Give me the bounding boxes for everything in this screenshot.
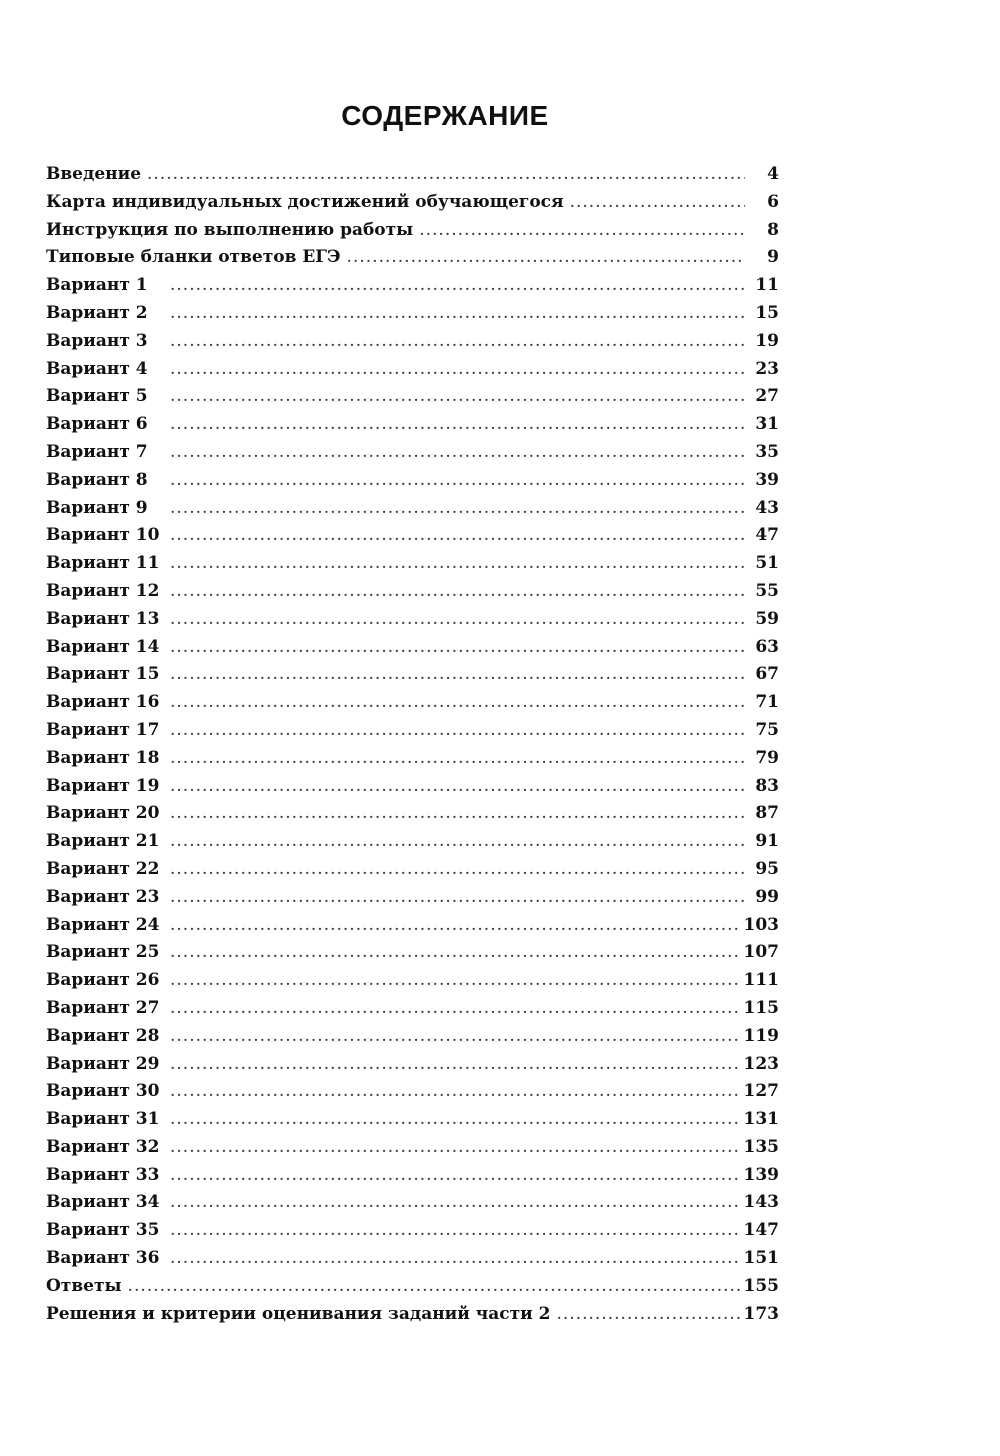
toc-entry-page-number: 79 (755, 747, 779, 768)
toc-entry-page-number: 173 (743, 1303, 779, 1324)
toc-entry-label: Вариант 6 (46, 414, 148, 435)
toc-entry (46, 1054, 779, 1082)
toc-entry-label: Вариант 20 (46, 803, 160, 824)
toc-entry-label: Вариант 11 (46, 553, 160, 574)
toc-dot-leader (170, 1220, 740, 1240)
toc-entry-label: Вариант 36 (46, 1248, 160, 1269)
toc-dot-leader (170, 1109, 740, 1129)
toc-entry (46, 553, 779, 581)
toc-entry-page-number: 155 (743, 1275, 779, 1296)
toc-dot-leader (170, 1137, 740, 1157)
toc-entry (46, 609, 779, 637)
toc-dot-leader (170, 1248, 740, 1268)
toc-entry-label: Вариант 26 (46, 970, 160, 991)
toc-entry (46, 1276, 779, 1304)
toc-entry-page-number: 9 (767, 247, 779, 268)
toc-entry (46, 970, 779, 998)
toc-entry-label: Решения и критерии оценивания заданий части 2 (46, 1303, 551, 1324)
toc-entry-page-number: 87 (755, 803, 779, 824)
toc-entry-page-number: 35 (755, 441, 779, 462)
toc-entry-label: Вариант 29 (46, 1053, 160, 1074)
toc-dot-leader (170, 581, 745, 601)
toc-entry-label: Вариант 17 (46, 719, 160, 740)
toc-dot-leader (170, 748, 745, 768)
toc-entry-page-number: 139 (743, 1164, 779, 1185)
toc-entry-label: Вариант 9 (46, 497, 148, 518)
table-of-contents (46, 164, 779, 1331)
toc-entry-page-number: 115 (743, 997, 779, 1018)
toc-entry-page-number: 91 (755, 831, 779, 852)
toc-entry (46, 887, 779, 915)
toc-entry (46, 748, 779, 776)
toc-entry-page-number: 6 (767, 191, 779, 212)
toc-dot-leader (170, 609, 745, 629)
toc-entry-page-number: 51 (755, 553, 779, 574)
toc-dot-leader (170, 359, 745, 379)
toc-entry (46, 637, 779, 665)
toc-dot-leader (170, 1165, 740, 1185)
toc-dot-leader (170, 831, 745, 851)
toc-entry (46, 164, 779, 192)
toc-entry-page-number: 8 (767, 219, 779, 240)
toc-dot-leader (170, 720, 745, 740)
toc-entry-label: Вариант 21 (46, 831, 160, 852)
toc-entry (46, 776, 779, 804)
toc-entry (46, 525, 779, 553)
toc-entry-label: Инструкция по выполнению работы (46, 219, 414, 240)
toc-dot-leader (170, 776, 745, 796)
toc-entry (46, 692, 779, 720)
toc-dot-leader (170, 498, 745, 518)
toc-entry-label: Вариант 10 (46, 525, 160, 546)
toc-entry-label: Вариант 31 (46, 1109, 160, 1130)
toc-entry-page-number: 63 (755, 636, 779, 657)
toc-dot-leader (557, 1304, 740, 1324)
toc-entry (46, 303, 779, 331)
toc-dot-leader (147, 164, 745, 184)
toc-entry-page-number: 147 (743, 1220, 779, 1241)
toc-entry (46, 414, 779, 442)
toc-entry-page-number: 83 (755, 775, 779, 796)
toc-entry-page-number: 71 (755, 692, 779, 713)
toc-entry (46, 442, 779, 470)
toc-entry (46, 803, 779, 831)
toc-dot-leader (170, 470, 745, 490)
toc-dot-leader (170, 553, 745, 573)
toc-entry-page-number: 111 (743, 970, 779, 991)
toc-entry-label: Вариант 23 (46, 886, 160, 907)
toc-entry (46, 359, 779, 387)
toc-entry-label: Вариант 15 (46, 664, 160, 685)
toc-entry (46, 1304, 779, 1332)
toc-entry-label: Вариант 18 (46, 747, 160, 768)
toc-entry-page-number: 43 (755, 497, 779, 518)
toc-entry-label: Вариант 8 (46, 469, 148, 490)
toc-entry-page-number: 119 (743, 1025, 779, 1046)
toc-entry-label: Вариант 14 (46, 636, 160, 657)
toc-entry-page-number: 75 (755, 719, 779, 740)
toc-entry-label: Вариант 32 (46, 1136, 160, 1157)
toc-entry (46, 220, 779, 248)
toc-entry-label: Вариант 22 (46, 858, 160, 879)
toc-entry-label: Карта индивидуальных достижений обучающегося (46, 191, 564, 212)
toc-entry-label: Вариант 24 (46, 914, 160, 935)
toc-entry-page-number: 4 (767, 164, 779, 184)
toc-dot-leader (170, 803, 745, 823)
toc-entry-label: Вариант 7 (46, 441, 148, 462)
toc-dot-leader (170, 442, 745, 462)
toc-dot-leader (170, 303, 745, 323)
toc-entry-label: Ответы (46, 1275, 122, 1296)
toc-entry-label: Вариант 28 (46, 1025, 160, 1046)
toc-entry (46, 1109, 779, 1137)
toc-entry-label: Введение (46, 164, 142, 184)
toc-entry (46, 331, 779, 359)
toc-entry (46, 470, 779, 498)
toc-entry-label: Вариант 5 (46, 386, 148, 407)
toc-entry (46, 192, 779, 220)
toc-entry-page-number: 55 (755, 580, 779, 601)
toc-entry-page-number: 99 (755, 886, 779, 907)
toc-entry-page-number: 27 (755, 386, 779, 407)
toc-entry (46, 859, 779, 887)
toc-entry (46, 1220, 779, 1248)
toc-entry-label: Вариант 27 (46, 997, 160, 1018)
toc-dot-leader (570, 192, 745, 212)
toc-entry (46, 664, 779, 692)
toc-entry-page-number: 11 (755, 275, 779, 296)
toc-entry (46, 1137, 779, 1165)
toc-entry (46, 1192, 779, 1220)
toc-entry (46, 1248, 779, 1276)
toc-entry-page-number: 23 (755, 358, 779, 379)
toc-entry (46, 247, 779, 275)
toc-dot-leader (170, 386, 745, 406)
toc-entry-page-number: 67 (755, 664, 779, 685)
toc-entry-label: Вариант 19 (46, 775, 160, 796)
toc-entry-page-number: 19 (755, 330, 779, 351)
toc-dot-leader (170, 915, 740, 935)
toc-entry (46, 1026, 779, 1054)
toc-dot-leader (170, 1081, 740, 1101)
toc-entry-page-number: 135 (743, 1136, 779, 1157)
toc-entry-page-number: 143 (743, 1192, 779, 1213)
toc-entry (46, 386, 779, 414)
toc-entry-label: Вариант 34 (46, 1192, 160, 1213)
toc-entry (46, 942, 779, 970)
toc-entry-page-number: 127 (743, 1081, 779, 1102)
toc-entry (46, 915, 779, 943)
toc-dot-leader (170, 942, 740, 962)
toc-entry-label: Вариант 35 (46, 1220, 160, 1241)
toc-dot-leader (170, 859, 745, 879)
toc-entry-page-number: 39 (755, 469, 779, 490)
toc-entry-page-number: 151 (743, 1248, 779, 1269)
toc-dot-leader (170, 664, 745, 684)
toc-entry-label: Вариант 25 (46, 942, 160, 963)
toc-entry-page-number: 59 (755, 608, 779, 629)
toc-dot-leader (170, 414, 745, 434)
toc-dot-leader (170, 998, 740, 1018)
toc-entry-label: Вариант 33 (46, 1164, 160, 1185)
toc-entry (46, 498, 779, 526)
page-title: СОДЕРЖАНИЕ (341, 100, 549, 131)
toc-entry-page-number: 31 (755, 414, 779, 435)
toc-entry-label: Вариант 1 (46, 275, 148, 296)
toc-entry (46, 275, 779, 303)
toc-entry-label: Вариант 12 (46, 580, 160, 601)
toc-entry-label: Вариант 4 (46, 358, 148, 379)
toc-entry (46, 720, 779, 748)
toc-dot-leader (347, 247, 745, 267)
toc-dot-leader (170, 1054, 740, 1074)
toc-dot-leader (170, 331, 745, 351)
toc-entry (46, 1081, 779, 1109)
toc-entry-page-number: 15 (755, 302, 779, 323)
toc-dot-leader (170, 887, 745, 907)
toc-dot-leader (170, 1192, 740, 1212)
toc-entry-page-number: 107 (743, 942, 779, 963)
toc-dot-leader (170, 970, 740, 990)
toc-entry-label: Вариант 3 (46, 330, 148, 351)
toc-dot-leader (170, 275, 745, 295)
toc-dot-leader (170, 525, 745, 545)
toc-entry-page-number: 123 (743, 1053, 779, 1074)
toc-entry-label: Вариант 16 (46, 692, 160, 713)
toc-entry-page-number: 103 (743, 914, 779, 935)
toc-dot-leader (128, 1276, 740, 1296)
toc-entry-label: Вариант 2 (46, 302, 148, 323)
toc-dot-leader (170, 692, 745, 712)
toc-entry-page-number: 95 (755, 858, 779, 879)
toc-dot-leader (419, 220, 745, 240)
toc-entry (46, 1165, 779, 1193)
toc-dot-leader (170, 637, 745, 657)
toc-entry (46, 831, 779, 859)
toc-entry-label: Вариант 13 (46, 608, 160, 629)
toc-entry-page-number: 131 (743, 1109, 779, 1130)
toc-entry-label: Типовые бланки ответов ЕГЭ (46, 247, 341, 268)
toc-entry-label: Вариант 30 (46, 1081, 160, 1102)
toc-entry (46, 581, 779, 609)
toc-dot-leader (170, 1026, 740, 1046)
toc-entry (46, 998, 779, 1026)
toc-entry-page-number: 47 (755, 525, 779, 546)
